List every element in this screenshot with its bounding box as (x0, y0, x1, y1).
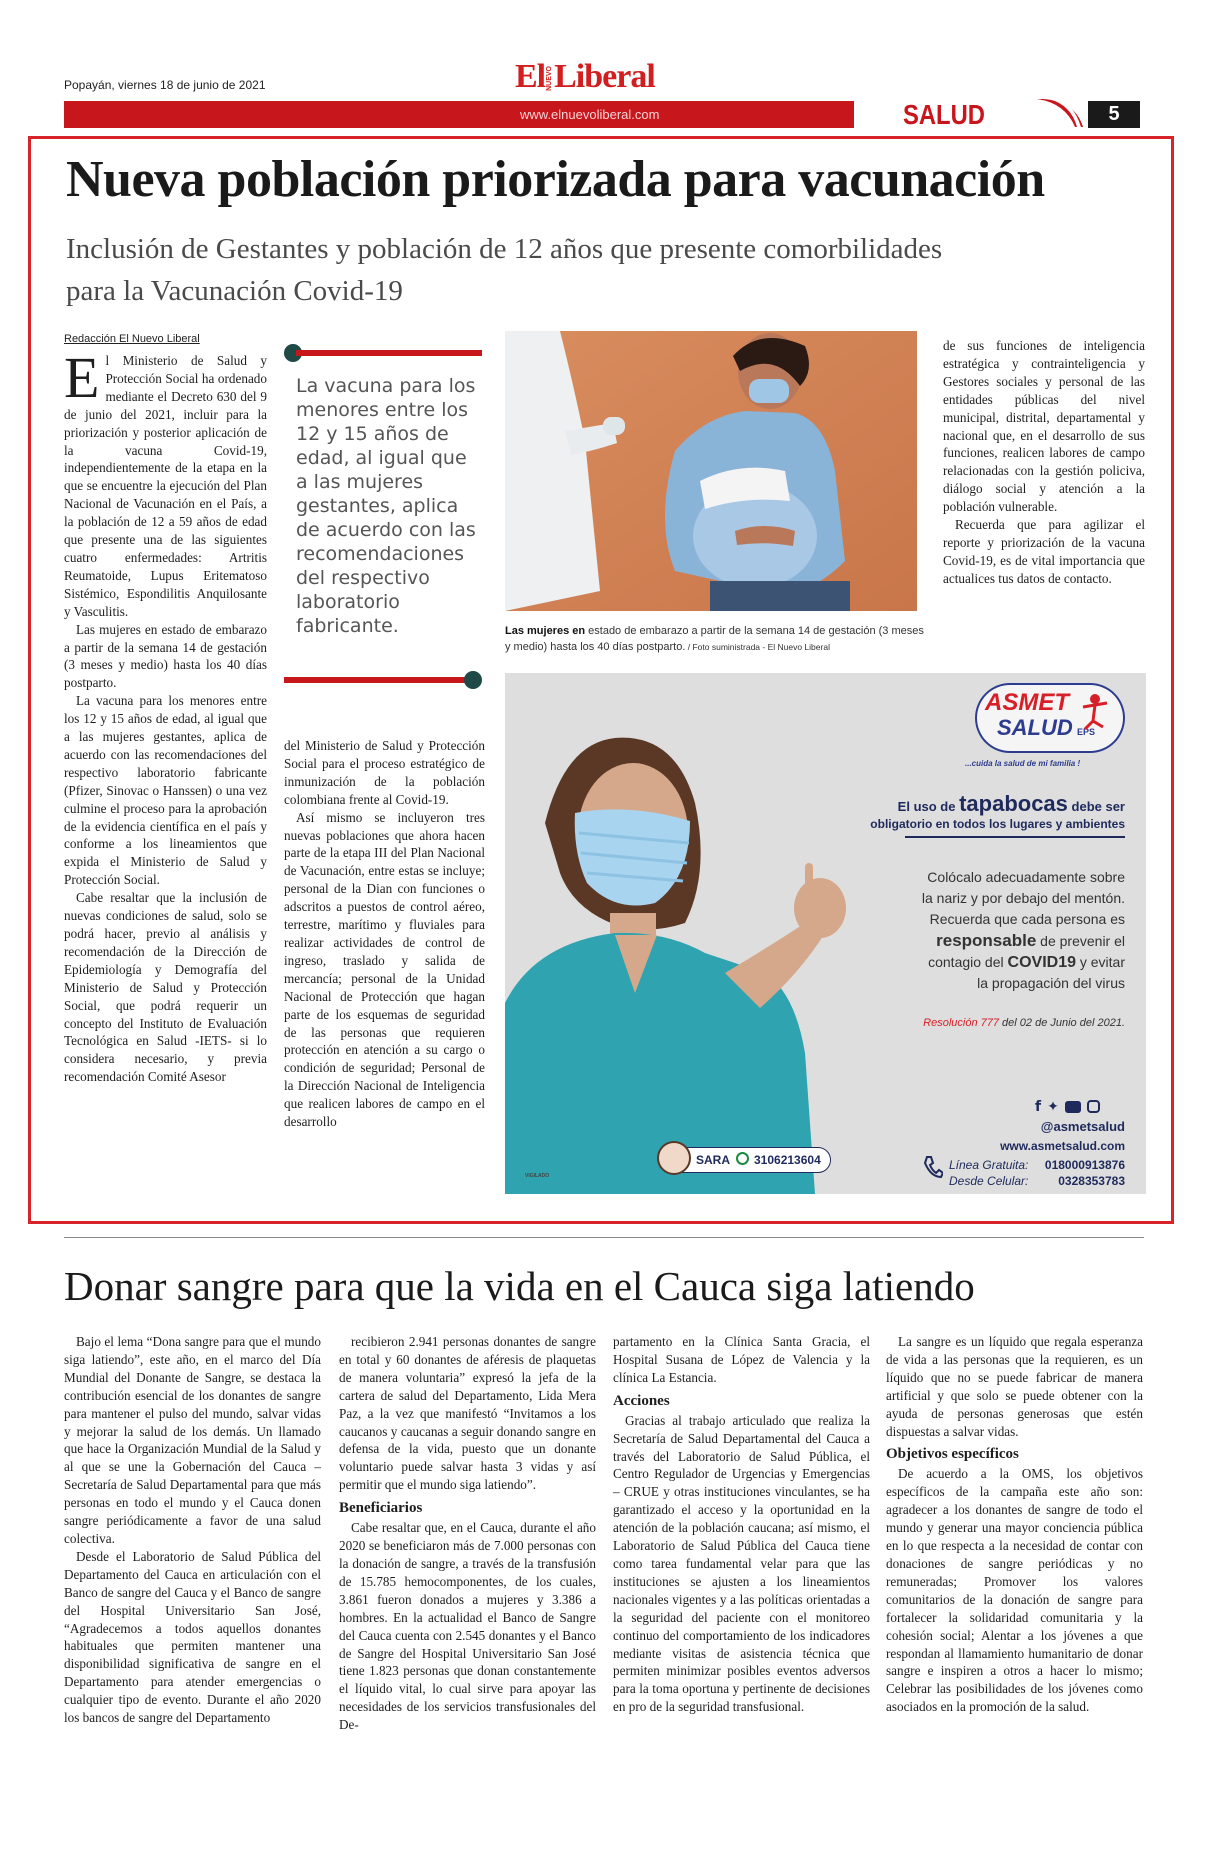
article2-column-2 (339, 1333, 596, 1734)
byline: Redacción El Nuevo Liberal (64, 333, 200, 345)
paragraph: La vacuna para los menores entre los 12 y 15 años de edad, al igual que a las mujeres gestantes, aplica de acuerdo con las recomendaciones del respectivo laboratorio fabricante (Pfizer, Sinovac o Hanssen) o una vez culmine el proceso para la aprobación de la evidencia científica en el país y conforme a los lineamientos que expida el Ministerio de Salud y Protección Social. (64, 693, 267, 888)
paragraph: Desde el Laboratorio de Salud Pública del Departamento del Cauca en articulación con el Banco de sangre del Cauca y el Banco de sangre del Hospital Universitario San José, “Agradecemos a todos aquellos donantes habituales que permiten mantener una disponibilidad significativa de sangre en el Departamento para atender emergencias o cualquier tipo de evento. Durante el año 2020 los bancos de sangre del Departamento (64, 1548, 321, 1726)
ad-tapabocas: tapabocas (959, 791, 1068, 816)
edition-date: Popayán, viernes 18 de junio de 2021 (64, 78, 266, 92)
caption-text: estado de embarazo a partir de la semana 14 de gestación (3 meses y medio) hasta los 40 días postparto. (505, 625, 924, 653)
ad-line-1c: debe ser (1067, 799, 1125, 814)
subheading-beneficiarios: Beneficiarios (339, 1500, 423, 1517)
article-headline-2: Donar sangre para que la vida en el Cauca siga latiendo (64, 1263, 975, 1309)
sara-phone: 3106213604 (754, 1153, 821, 1167)
paragraph: de sus funciones de inteligencia estratégica y contrainteligencia y Gestores sociales y personal de las entidades públicas del nivel municipal, distrital, departamental y nacional que, en el desarrollo de sus funciones, realicen labores de campo relacionadas con la gestión policiva, diálogo social y atención a la población vulnerable. (943, 338, 1145, 515)
ad-body-line: contagio del (928, 954, 1008, 970)
ad-tagline: ...cuida la salud de mi familia ! (965, 759, 1081, 768)
paragraph: Así mismo se incluyeron tres nuevas poblaciones que ahora hacen parte de la etapa III del Plan Nacional de Vacunación, entre estas se incluye; personal de la Dian con funciones o adscritos a puestos de control aéreo, terrestre, marítimo y fluviales para realizar actividades de control de ingreso, traslado y salida de mercancía; personal de la Unidad Nacional de Protección que hagan parte de los esquemas de seguridad de las personas que requieren protección en atención a su cargo o condición de seguridad; Personal de la Dirección Nacional de Inteligencia que realicen labores de campo en el desarrollo (284, 809, 485, 1130)
paragraph: l Ministerio de Salud y Protección Social ha ordenado mediante el Decreto 630 del 9 de junio del 2021, incluir para la priorización y posterior aplicación de la vacuna Covid-19, independientemente de la etapa en la que se encuentre la ejecución del Plan Nacional de Vacunación en el País, a la población de 12 a 59 años de edad que presente una de las siguientes cuatro enfermedades: Artritis Reumatoide, Lupus Eritematoso Sistémico, Espondilitis Anquilosante y Vasculitis. (64, 353, 267, 619)
pull-bar-bottom (284, 677, 468, 683)
paragraph: partamento en la Clínica Santa Gracia, el Hospital Susana de López de Valencia y la clínica La Estancia. (613, 1334, 870, 1385)
website-url[interactable]: www.elnuevoliberal.com (520, 107, 660, 122)
paragraph: Gracias al trabajo articulado que realiza la Secretaría de Salud Departamental del Cauca a través del Laboratorio de Salud Pública, el Centro Regulador de Urgencias y Emergencias – CRUE y otras instituciones vinculantes, se ha garantizado el acceso y la oportunidad en la atención de la población caucana; así mismo, el Laboratorio de Salud Pública del Cauca tiene como tarea fundamental velar para que las instituciones se ajusten a los lineamientos nacionales vigentes y a las políticas orientadas a la seguridad del paciente con el monitoreo continuo del comportamiento de los indicadores mediante visitas de asistencia técnica que permiten minimizar posibles eventos adversos para la toma oportuna y pertinente de decisiones en pro de la seguridad transfusional. (613, 1412, 870, 1715)
article-headline: Nueva población priorizada para vacunación (66, 151, 1045, 208)
caption-lead: Las mujeres en (505, 625, 586, 637)
logo-nuevo: NUEVO (546, 66, 554, 91)
article2-column-1 (64, 1333, 321, 1727)
social-icons (1035, 1099, 1100, 1115)
linea-label: Línea Gratuita: (949, 1158, 1029, 1172)
sara-avatar (657, 1141, 691, 1175)
subheading-objetivos: Objetivos específicos (886, 1446, 1019, 1463)
person-figure-icon (1075, 691, 1115, 731)
ad-resolucion (805, 1017, 1125, 1029)
social-handle[interactable]: @asmetsalud (1040, 1119, 1125, 1134)
ad-line-1a: El uso de (897, 799, 960, 814)
paragraph: recibieron 2.941 personas donantes de sangre en total y 60 donantes de aféresis de plaquetas de manera voluntaria” expresó la jefa de la cartera de salud del Departamento, Lida Mera Paz, a la vez que manifestó “Invitamos a los caucanos y caucanas a seguir donando sangre en defensa de la vida, puesto que un donante voluntario puede salvar hasta 3 vidas y así permitir que el mundo siga latiendo”. (339, 1334, 596, 1493)
ad-body (805, 867, 1125, 994)
resolucion-date: del 02 de Junio del 2021. (999, 1017, 1125, 1029)
twitter-icon[interactable]: ✦ (1047, 1099, 1059, 1115)
sara-name: SARA (696, 1153, 731, 1167)
resolucion-number: Resolución 777 (923, 1017, 999, 1029)
asmet-logo (975, 683, 1125, 753)
page-number: 5 (1088, 101, 1140, 128)
ad-body-line: Colócalo adecuadamente sobre (927, 869, 1125, 885)
celular-number[interactable]: 0328353783 (1058, 1174, 1125, 1188)
pregnant-woman-vaccine-photo (505, 331, 917, 611)
photo-caption (505, 623, 925, 655)
pull-bar-top (296, 350, 482, 356)
paragraph: Las mujeres en estado de embarazo a partir de la semana 14 de gestación (3 meses y medio) hasta los 40 días postparto. (64, 621, 267, 691)
paragraph: Cabe resaltar que, en el Cauca, durante el año 2020 se beneficiaron más de 7.000 personas con la donación de sangre, a través de la transfusión de 15.785 hemocomponentes, de los cuales, 3.861 fueron donados a mujeres y 3.386 a hombres. En la actualidad el Banco de Sangre del Cauca cuenta con 2.545 donantes y el Banco de Sangre del Hospital Universitario San José tiene 1.823 personas que donan constantemente el líquido vital, lo cual sirve para apoyar las necesidades de los servicios transfusionales del De- (339, 1520, 596, 1733)
ad-body-line: la nariz y por debajo del mentón. (921, 890, 1125, 906)
asmet-logo-text: ASMET (985, 689, 1069, 716)
ad-body-line: de prevenir el (1036, 933, 1125, 949)
whatsapp-icon (736, 1152, 749, 1165)
article-divider (64, 1237, 1144, 1238)
ad-body-line: y evitar (1075, 954, 1125, 970)
article2-column-4 (886, 1333, 1143, 1716)
vigilado-mark: VIGILADO (525, 1173, 550, 1179)
pull-dot-bottom (464, 671, 482, 689)
article-subhead: Inclusión de Gestantes y población de 12 años que presente comorbilidades para la Vacunación Covid-19 (66, 233, 943, 307)
celular-label: Desde Celular: (949, 1174, 1029, 1188)
instagram-icon[interactable] (1087, 1100, 1100, 1113)
article-column-3 (943, 337, 1145, 588)
facebook-icon[interactable]: f (1035, 1099, 1042, 1115)
article-column-2 (284, 737, 485, 1131)
linea-number[interactable]: 018000913876 (1044, 1158, 1125, 1172)
drop-cap: E (64, 345, 100, 410)
ad-divider (905, 836, 1125, 838)
asmet-salud-advertisement[interactable] (505, 673, 1146, 1194)
ad-body-line: la propagación del virus (977, 975, 1125, 991)
newspaper-logo[interactable] (515, 60, 655, 94)
ad-website[interactable]: www.asmetsalud.com (1000, 1139, 1125, 1153)
salud-logo-text: SALUD (997, 715, 1073, 740)
ad-covid: COVID19 (1007, 954, 1076, 971)
paragraph: De acuerdo a la OMS, los objetivos específicos de la campaña este año son: agradecer a los donantes de sangre de todo el mundo y generar una mayor conciencia pública en lo que respecta a la necesidad de contar con donaciones de sangre periódicas y no remuneradas; Promover los valores comunitarios de la donación de sangre para fortalecer la solidaridad comunitaria y la cohesión social; Alentar a los jóvenes a que respondan al llamamiento humanitario de donar sangre e inspiren a otros a hacer lo mismo; Celebrar las posibilidades de los jóvenes como asociados en la promoción de la salud. (886, 1466, 1143, 1715)
section-title: SALUD (903, 99, 985, 130)
ad-phone-numbers (1035, 1157, 1125, 1189)
swoosh-decoration-icon (1035, 97, 1085, 129)
photo-credit: / Foto suministrada - El Nuevo Liberal (685, 642, 830, 652)
ad-line-2: obligatorio en todos los lugares y ambientes (870, 817, 1125, 831)
ad-responsable: responsable (936, 931, 1037, 950)
ad-line-1 (765, 791, 1125, 817)
paragraph: La sangre es un líquido que regala esperanza de vida a las personas que la requieren, es un líquido que no se puede fabricar de manera artificial y que solo se puede obtener con la ayuda de personas generosas que estén dispuestas a salvar vidas. (886, 1334, 1143, 1439)
paragraph: Recuerda que para agilizar el reporte y priorización de la vacuna Covid-19, es de vital importancia que actualices tus datos de contacto. (943, 517, 1145, 586)
pull-quote (284, 344, 482, 682)
ad-body-line: Recuerda que cada persona es (929, 911, 1125, 927)
article2-column-3 (613, 1333, 870, 1716)
youtube-icon[interactable] (1065, 1101, 1081, 1113)
paragraph: del Ministerio de Salud y Protección Social para el proceso estratégico de inmunización de la población colombiana frente al Covid-19. (284, 738, 485, 807)
ad-phone-labels (949, 1157, 1028, 1189)
logo-el: El (515, 58, 546, 95)
subheading-acciones: Acciones (613, 1392, 670, 1409)
paragraph: Bajo el lema “Dona sangre para que el mundo siga latiendo”, este año, en el marco del Día Mundial del Donante de Sangre, se destaca la contribución esencial de los donantes de sangre para mantener el pulso del mundo, salvar vidas y mejorar la salud de los demás. Un llamado que hace la Organización Mundial de la Salud y al que se une la Gobernación del Cauca – Secretaría de Salud Departamental para que más personas en todo el mundo y el Cauca donen sangre periódicamente a favor de una salud colectiva. (64, 1334, 321, 1546)
logo-liberal: Liberal (554, 58, 655, 95)
header-red-bar (64, 101, 854, 128)
eps-logo-text: EPS (1077, 727, 1096, 737)
article-column-1 (64, 345, 267, 1086)
paragraph: Cabe resaltar que la inclusión de nuevas condiciones de salud, solo se podrá hacer, previo al análisis y recomendación de la Dirección de Epidemiología y Demografía del Ministerio de Salud y Protección Social, que podrá requerir un concepto del Instituto de Evaluación Tecnológica en Salud -IETS- si lo considera necesario, y previa recomendación Comité Asesor (64, 890, 267, 1085)
phone-icon (923, 1155, 943, 1179)
pull-quote-text: La vacuna para los menores entre los 12 y 15 años de edad, al igual que a las mujeres gestantes, aplica de acuerdo con las recomendaciones del respectivo laboratorio fabricante. (296, 375, 476, 637)
